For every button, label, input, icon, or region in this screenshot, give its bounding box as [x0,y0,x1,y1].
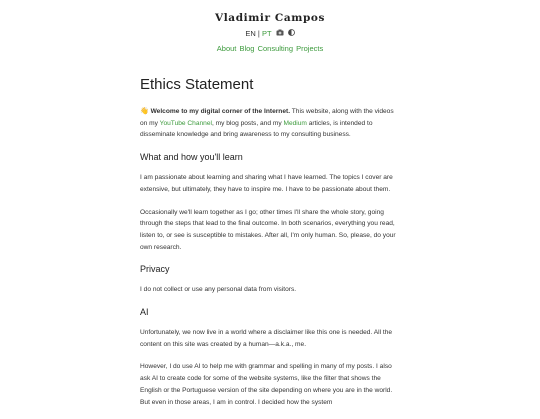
nav-consulting[interactable]: Consulting [257,44,294,53]
intro-text: articles, is intended to disseminate knowledge and bring awareness to my consulting business. [140,119,373,139]
nav-projects[interactable]: Projects [296,44,324,53]
learn-paragraph-1: I am passionate about learning and sharing what I have learned. The topics I cover are extensive, but ultimately, they have to inspire me. I have to be passionate about them. [140,174,393,193]
privacy-paragraph: I do not collect or use any personal data from visitors. [140,286,297,294]
ai-paragraph-1: Unfortunately, we now live in a world where a disclaimer like this one is needed. All the content on this site was created by a human—a.k.a., me. [140,329,393,348]
section-heading-learn: What and how you'll learn [140,152,243,163]
intro-text: This website, along with the videos on my [140,108,394,127]
language-switcher [0,29,540,38]
waving-hand-icon: 👋 [140,108,149,115]
intro-text: , my blog posts, and my [211,119,284,127]
nav-blog[interactable]: Blog [239,44,255,53]
site-title[interactable]: Vladimir Campos [214,12,326,24]
youtube-channel-link[interactable]: YouTube Channel [159,119,212,127]
medium-link[interactable]: Medium [283,119,307,127]
learn-paragraph-2: Occasionally we'll learn together as I go; other times I'll share the whole story, going through the steps that lead to the final outcome. In both scenarios, everything you read, listen to, or see is susceptible to mistakes. After all, I'm only human. So, please, do your own research. [140,208,396,251]
lang-en[interactable]: EN [245,29,256,38]
main-content [140,76,402,419]
camera-icon[interactable] [276,29,284,38]
page-title: Ethics Statement [140,76,254,93]
intro-paragraph [140,106,402,141]
lang-pt-link[interactable]: PT [261,29,272,38]
nav-about[interactable]: About [216,44,237,53]
section-heading-ai: AI [140,307,149,318]
contrast-icon[interactable] [288,29,295,38]
lang-separator: | [257,29,260,38]
intro-bold: Welcome to my digital corner of the Internet. [150,108,291,115]
ai-paragraph-2: However, I do use AI to help me with grammar and spelling in many of my posts. I also ask AI to create code for some of the website systems, like the filter that shows the English or the Portuguese version of the site depending on where you are in the world. But even in those areas, I am in control. I decided how the system [140,363,393,406]
section-heading-privacy: Privacy [140,264,170,275]
main-nav [0,44,540,53]
